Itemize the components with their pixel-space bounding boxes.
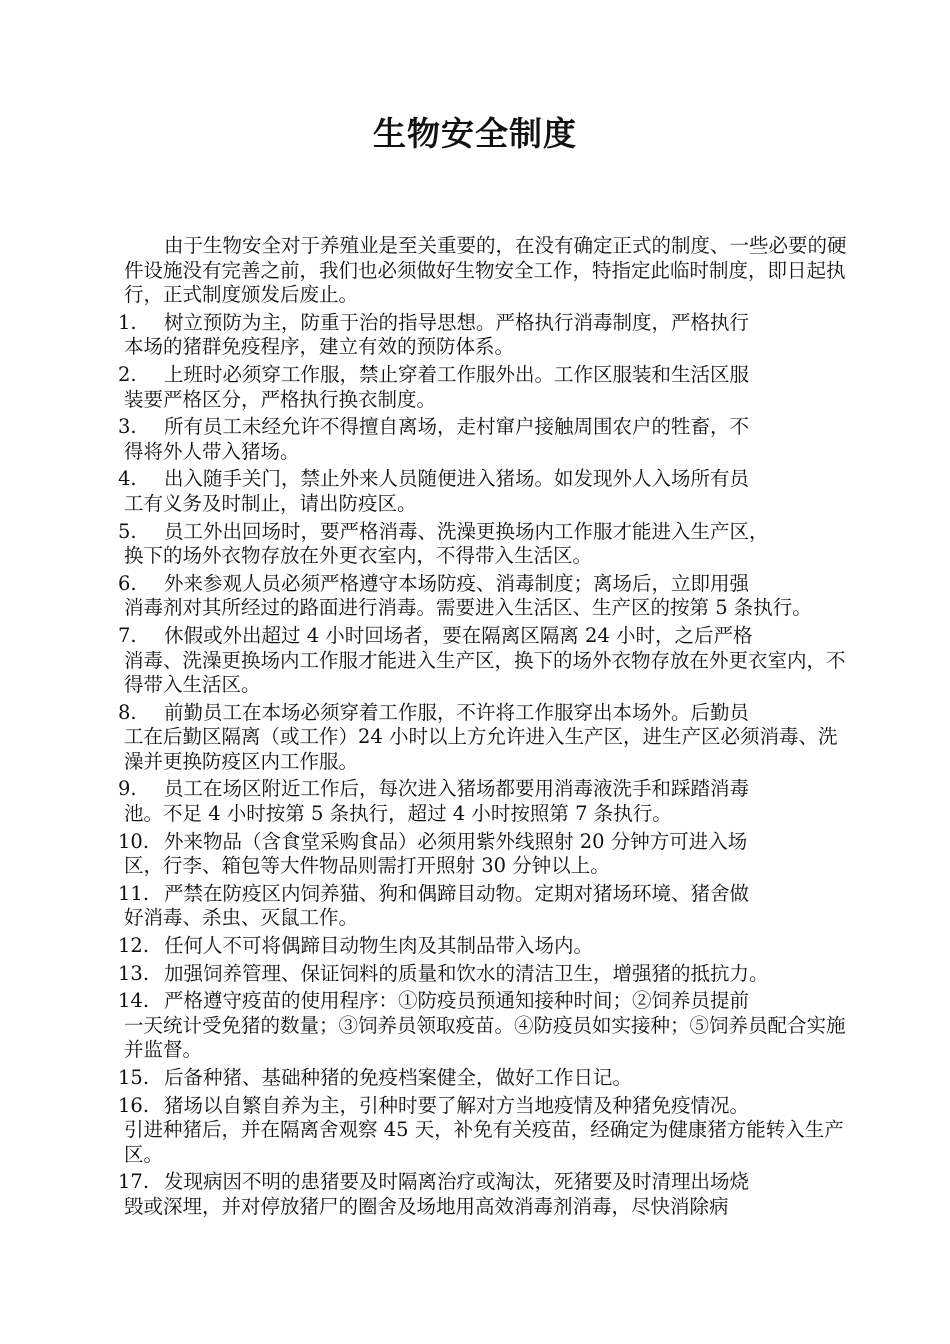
rule-text-continuation: 消毒、洗澡更换场内工作服才能进入生产区，换下的场外衣物存放在外更衣室内，不得带入生活区。 [124,648,846,697]
rule-number: 8. [118,700,137,724]
rule-text-first-line: 出入随手关门，禁止外来人员随便进入猪场。如发现外人入场所有员 [164,467,750,491]
rule-text-continuation: 毁或深埋，并对停放猪尸的圈舍及场地用高效消毒剂消毒，尽快消除病 [124,1194,729,1218]
rule-text-first-line: 严格遵守疫苗的使用程序：①防疫员预通知接种时间；②饲养员提前 [164,989,750,1013]
rule-text [164,962,848,987]
rule-number: 1. [118,310,137,334]
rule-item [118,1170,848,1219]
rule-text-first-line: 外来参观人员必须严格遵守本场防疫、消毒制度；离场后，立即用强 [164,571,750,595]
rule-item [118,989,848,1063]
rule-number: 17. [118,1170,150,1194]
rule-text-first-line: 外来物品（含食堂采购食品）必须用紫外线照射 20 分钟方可进入场 [164,829,748,853]
rule-number: 14. [118,989,150,1013]
rule-number: 16. [118,1093,150,1117]
rule-number: 10. [118,829,150,853]
rule-text [124,415,848,464]
rule-number: 9. [118,777,137,801]
rule-text-first-line: 发现病因不明的患猪要及时隔离治疗或淘汰，死猪要及时清理出场烧 [164,1170,750,1194]
rule-number: 5. [118,519,137,543]
rule-item [118,777,848,826]
rule-text [124,310,848,360]
rule-item [118,624,848,698]
rule-text [124,519,848,569]
rule-text [164,934,848,959]
rule-text-continuation: 引进种猪后，并在隔离舍观察 45 天，补免有关疫苗，经确定为健康猪方能转入生产区。 [124,1118,844,1166]
rule-number: 11. [118,881,150,905]
rule-text-continuation: 装要严格区分，严格执行换衣制度。 [124,387,437,411]
intro-paragraph: 由于生物安全对于养殖业是至关重要的，在没有确定正式的制度、一些必要的硬件设施没有完善之前，我们也必须做好生物安全工作，特指定此临时制度，即日起执行，正式制度颁发后废止。 [124,234,847,307]
rule-text-first-line: 前勤员工在本场必须穿着工作服，不许将工作服穿出本场外。后勤员 [164,700,750,724]
rule-text [124,362,848,412]
rule-number: 12. [118,934,150,958]
document-body [118,234,848,1223]
rule-text-first-line: 员工外出回场时，要严格消毒、洗澡更换场内工作服才能进入生产区， [164,519,769,543]
rule-text-continuation: 换下的场外衣物存放在外更衣室内，不得带入生活区。 [124,544,593,568]
rule-number: 7. [118,623,137,647]
rule-item [118,962,848,987]
rule-item [118,415,848,464]
rule-number: 6. [118,571,137,595]
rule-text-first-line: 后备种猪、基础种猪的免疫档案健全，做好工作日记。 [164,1066,633,1089]
rule-text [124,623,848,698]
rule-number: 2. [118,362,137,386]
rule-number: 15. [118,1066,150,1089]
rule-item [118,363,848,412]
rule-text [124,571,848,621]
rule-number: 13. [118,961,150,985]
rule-text-continuation: 工有义务及时制止，请出防疫区。 [124,491,417,515]
rule-item [118,701,848,775]
rule-list [118,311,848,1220]
rule-text-first-line: 员工在场区附近工作后，每次进入猪场都要用消毒液洗手和踩踏消毒 [164,777,750,801]
rule-text-first-line: 任何人不可将偶蹄目动物生肉及其制品带入场内。 [164,934,594,958]
rule-text-continuation: 消毒剂对其所经过的路面进行消毒。需要进入生活区、生产区的按第 5 条执行。 [124,596,812,620]
rule-text [124,777,848,826]
rule-number: 4. [118,467,137,491]
rule-text-first-line: 猪场以自繁自养为主，引种时要了解对方当地疫情及种猪免疫情况。 [164,1093,750,1117]
rule-item [118,467,848,516]
rule-text-first-line: 上班时必须穿工作服，禁止穿着工作服外出。工作区服装和生活区服 [164,362,750,386]
rule-text [124,467,848,516]
rule-item [118,1094,848,1168]
rule-item [118,1066,848,1091]
rule-number: 3. [118,415,137,439]
rule-item [118,572,848,621]
rule-text-first-line: 加强饲养管理、保证饲料的质量和饮水的清洁卫生，增强猪的抵抗力。 [164,961,769,985]
rule-text-continuation: 一天统计受免猪的数量；③饲养员领取疫苗。④防疫员如实接种；⑤饲养员配合实施并监督。 [124,1013,846,1062]
rule-item [118,830,848,879]
rule-text-continuation: 本场的猪群免疫程序，建立有效的预防体系。 [124,335,515,359]
rule-item [118,934,848,959]
document-title: 生物安全制度 [373,114,577,153]
rule-text-first-line: 休假或外出超过 4 小时回场者，要在隔离区隔离 24 小时，之后严格 [164,623,753,647]
rule-item [118,311,848,360]
rule-text-first-line: 所有员工未经允许不得擅自离场，走村窜户接触周围农户的牲畜，不 [164,415,750,439]
rule-text-first-line: 树立预防为主，防重于治的指导思想。严格执行消毒制度，严格执行 [164,310,750,334]
rule-text-continuation: 好消毒、杀虫、灭鼠工作。 [124,906,359,930]
rule-text-continuation: 工在后勤区隔离（或工作）24 小时以上方允许进入生产区，进生产区必须消毒、洗澡并更换防疫区内工作服。 [124,725,838,773]
rule-text [164,1066,848,1091]
rule-text-continuation: 得将外人带入猪场。 [124,439,300,463]
rule-item [118,520,848,569]
rule-item [118,882,848,931]
rule-text [124,700,848,775]
rule-text-first-line: 严禁在防疫区内饲养猫、狗和偶蹄目动物。定期对猪场环境、猪舍做 [164,881,750,905]
rule-text-continuation: 池。不足 4 小时按第 5 条执行，超过 4 小时按照第 7 条执行。 [124,802,672,826]
rule-text-continuation: 区，行李、箱包等大件物品则需打开照射 30 分钟以上。 [124,854,610,878]
